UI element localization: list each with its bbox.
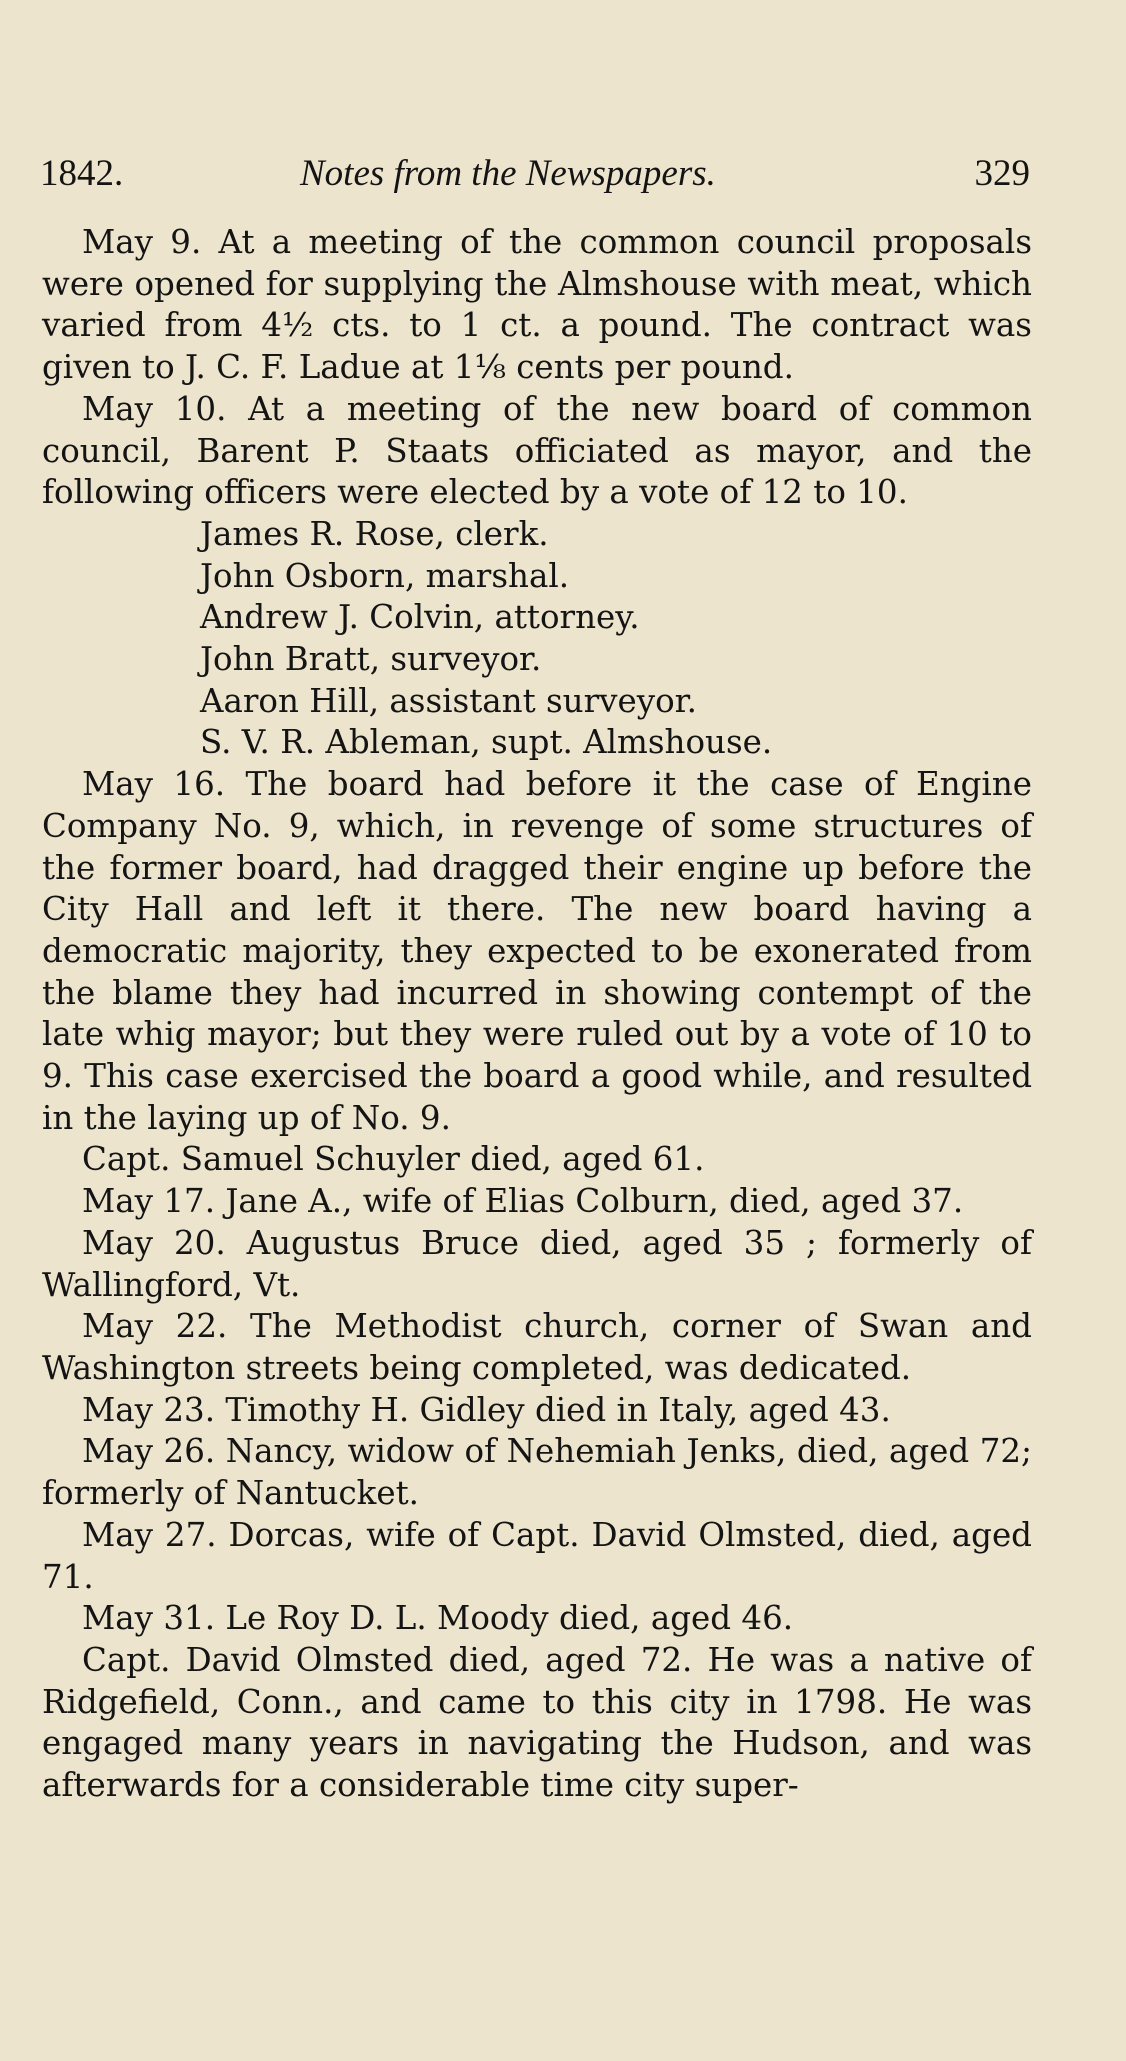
entry-may-10: May 10. At a meeting of the new board of common council, Barent P. Staats officiated as mayor, and the following officers were elected by a vote of 12 to 10. bbox=[42, 389, 1032, 512]
header-title: Notes from the Newspapers. bbox=[300, 153, 716, 194]
entry-may-20: May 20. Augustus Bruce died, aged 35 ; formerly of Wallingford, Vt. bbox=[42, 1223, 1032, 1304]
officer-almshouse-supt: S. V. R. Ableman, supt. Almshouse. bbox=[200, 723, 773, 762]
page-number: 329 bbox=[974, 153, 1030, 194]
entry-may-9: May 9. At a meeting of the common council proposals were opened for supplying the Almshouse with meat, which varied from 4½ cts. to 1 ct. a pound. The contract was given to J. C. F. Ladue at 1⅛ cents per pound. bbox=[42, 223, 1032, 387]
entry-schuyler: Capt. Samuel Schuyler died, aged 61. bbox=[82, 1140, 705, 1179]
officer-surveyor: John Bratt, surveyor. bbox=[200, 640, 542, 679]
header-year: 1842. bbox=[40, 153, 124, 194]
officer-clerk: James R. Rose, clerk. bbox=[200, 514, 549, 553]
entry-may-27: May 27. Dorcas, wife of Capt. David Olmsted, died, aged 71. bbox=[42, 1515, 1032, 1596]
entry-may-26: May 26. Nancy, widow of Nehemiah Jenks, died, aged 72; formerly of Nantucket. bbox=[42, 1432, 1032, 1513]
entry-may-17: May 17. Jane A., wife of Elias Colburn, died, aged 37. bbox=[82, 1182, 964, 1221]
entry-olmsted: Capt. David Olmsted died, aged 72. He was a native of Ridgefield, Conn., and came to this city in 1798. He was engaged many years in navigating the Hudson, and was afterwards for a considerable time city super- bbox=[42, 1640, 1032, 1805]
entry-may-23: May 23. Timothy H. Gidley died in Italy, aged 43. bbox=[82, 1390, 891, 1429]
page-body bbox=[42, 222, 1032, 1807]
entry-may-31: May 31. Le Roy D. L. Moody died, aged 46. bbox=[82, 1599, 794, 1638]
officer-attorney: Andrew J. Colvin, attorney. bbox=[200, 598, 640, 637]
entry-may-22: May 22. The Methodist church, corner of Swan and Washington streets being completed, was dedicated. bbox=[42, 1307, 1032, 1387]
officer-marshal: John Osborn, marshal. bbox=[200, 556, 570, 595]
running-header bbox=[40, 152, 1040, 202]
entry-may-16: May 16. The board had before it the case of Engine Company No. 9, which, in revenge of some structures of the former board, had dragged their engine up before the City Hall and left it there. The new board having a democratic majority, they expected to be exonerated from the blame they had incurred in showing contempt of the late whig mayor; but they were ruled out by a vote of 10 to 9. This case exercised the board a good while, and resulted in the laying up of No. 9. bbox=[42, 765, 1032, 1137]
officer-assistant-surveyor: Aaron Hill, assistant surveyor. bbox=[200, 681, 697, 720]
